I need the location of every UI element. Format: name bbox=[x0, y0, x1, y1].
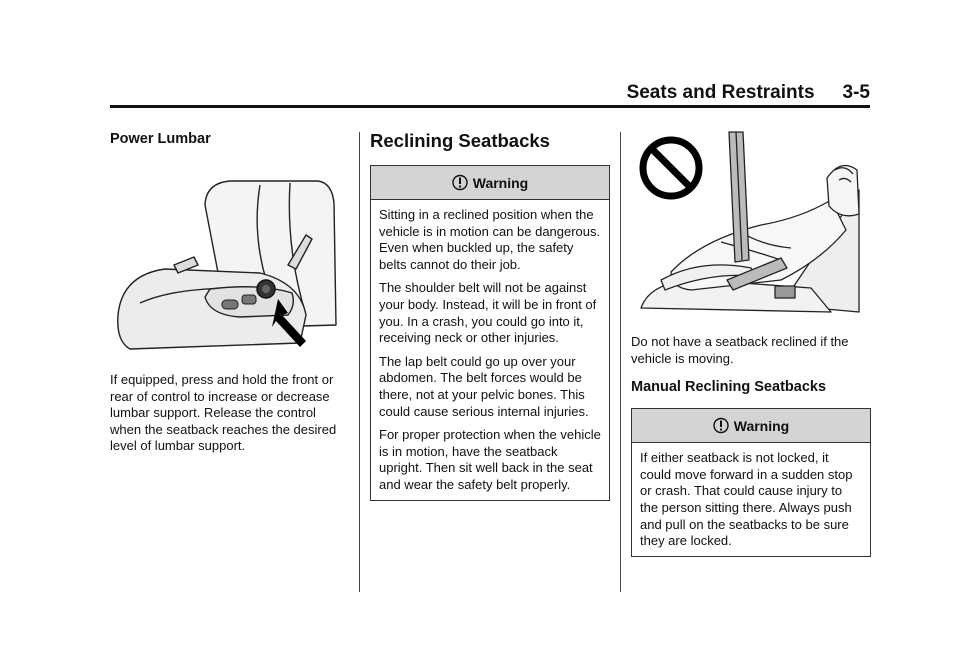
warning-icon bbox=[452, 174, 468, 191]
page-number: 3-5 bbox=[842, 82, 870, 103]
reclined-passenger-illustration bbox=[631, 130, 861, 320]
manual-warning-box bbox=[631, 408, 871, 557]
column-divider-2 bbox=[620, 132, 621, 592]
power-lumbar-text: If equipped, press and hold the front or rear of control to increase or decrease lumbar support. Release the control when the seatback reaches the desired level of lumbar support. bbox=[110, 372, 337, 454]
reclining-warning-body bbox=[371, 200, 609, 500]
reclining-warning-box bbox=[370, 165, 610, 501]
header-rule bbox=[110, 105, 870, 108]
manual-reclining-heading: Manual Reclining Seatbacks bbox=[631, 379, 827, 396]
recline-caption: Do not have a seatback reclined if the vehicle is moving. bbox=[631, 334, 849, 366]
manual-warning-header bbox=[632, 409, 870, 443]
warning-label: Warning bbox=[472, 174, 529, 191]
column-recline-caution bbox=[631, 125, 871, 557]
power-lumbar-illustration bbox=[110, 165, 350, 350]
column-reclining-seatbacks bbox=[370, 125, 610, 501]
warning-icon bbox=[713, 417, 729, 434]
warning-paragraph: The lap belt could go up over your abdomen. The belt forces would be there, not at your pelvic bones. This could cause serious internal injuries. bbox=[379, 353, 589, 419]
column-power-lumbar bbox=[110, 125, 350, 455]
reclining-seatbacks-heading: Reclining Seatbacks bbox=[370, 130, 550, 151]
section-title: Seats and Restraints bbox=[626, 82, 815, 103]
column-divider-1 bbox=[359, 132, 360, 592]
warning-paragraph: If either seatback is not locked, it could move forward in a sudden stop or crash. That could cause injury to the person sitting there. Always push and pull on the seatbacks to be sure they are locked. bbox=[640, 450, 853, 549]
manual-warning-body bbox=[632, 443, 870, 556]
warning-paragraph: The shoulder belt will not be against your body. Instead, it will be in front of you. In a crash, you could go into it, receiving neck or other injuries. bbox=[379, 280, 597, 346]
warning-label: Warning bbox=[733, 417, 790, 434]
warning-paragraph: Sitting in a reclined position when the vehicle is in motion can be dangerous. Even when buckled up, the safety belts cannot do their job. bbox=[379, 207, 601, 272]
warning-paragraph: For proper protection when the vehicle is in motion, have the seatback upright. Then sit well back in the seat and wear the safety belt properly. bbox=[379, 427, 601, 492]
power-lumbar-heading: Power Lumbar bbox=[110, 131, 211, 147]
page-header bbox=[110, 82, 870, 104]
reclining-warning-header bbox=[371, 166, 609, 200]
